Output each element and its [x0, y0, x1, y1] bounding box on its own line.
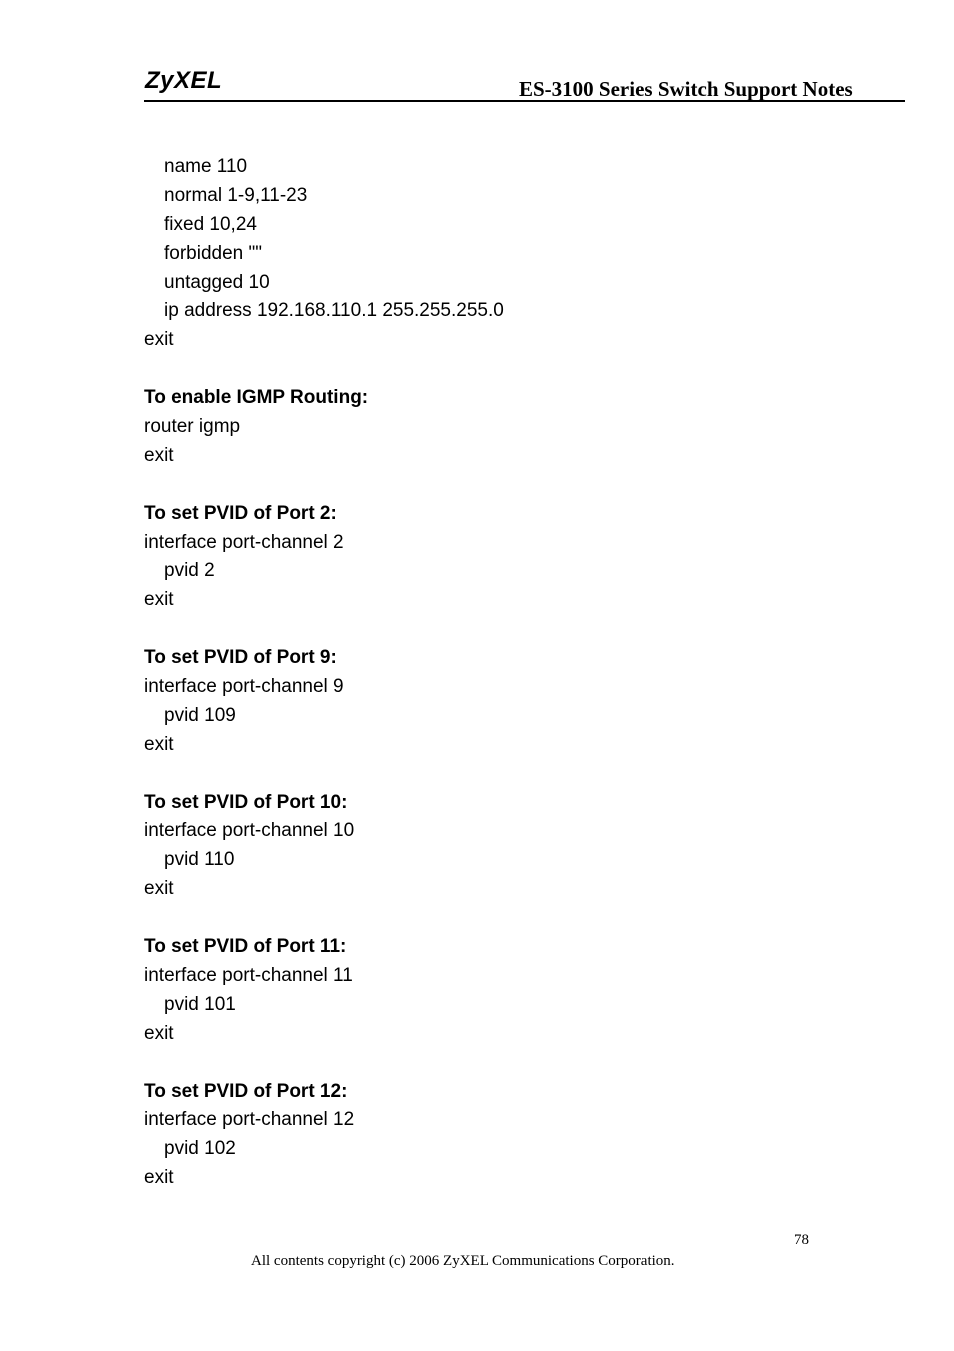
section-pvid-port-11: [144, 933, 844, 1049]
exit-line: exit: [144, 1167, 174, 1189]
code-line: interface port-channel 9: [144, 676, 344, 698]
section-pvid-port-9: [144, 644, 844, 760]
exit-line: exit: [144, 733, 174, 755]
code-line: ip address 192.168.110.1 255.255.255.0: [164, 300, 504, 322]
code-line: pvid 109: [164, 704, 236, 726]
exit-line: exit: [144, 878, 174, 900]
code-line: pvid 110: [164, 849, 235, 871]
section-pvid-port-2: [144, 500, 844, 616]
exit-line: exit: [144, 589, 174, 611]
zyxel-logo: ZyXEL: [145, 67, 223, 94]
section-pvid-port-10: [144, 789, 844, 905]
section-igmp-routing: [144, 384, 844, 471]
code-line: interface port-channel 10: [144, 820, 355, 842]
page-number: 78: [794, 1232, 809, 1248]
exit-line: exit: [144, 1022, 174, 1044]
code-line: router igmp: [144, 416, 241, 438]
vlan-config-block: [144, 153, 844, 355]
section-heading: To set PVID of Port 9:: [144, 647, 337, 669]
exit-line: exit: [144, 329, 174, 351]
code-line: fixed 10,24: [164, 213, 257, 235]
code-line: forbidden "": [164, 242, 262, 264]
exit-line: exit: [144, 444, 174, 466]
section-heading: To set PVID of Port 2:: [144, 502, 337, 524]
section-pvid-port-12: [144, 1078, 844, 1194]
header-rule: [144, 100, 905, 102]
section-heading: To enable IGMP Routing:: [144, 387, 369, 409]
code-line: interface port-channel 2: [144, 531, 344, 553]
code-line: pvid 102: [164, 1138, 236, 1160]
document-title: ES-3100 Series Switch Support Notes: [519, 77, 853, 101]
code-line: untagged 10: [164, 271, 270, 293]
code-line: pvid 2: [164, 560, 215, 582]
page-content: [144, 153, 844, 1193]
section-heading: To set PVID of Port 10:: [144, 791, 348, 813]
section-heading: To set PVID of Port 11:: [144, 936, 347, 958]
code-line: normal 1-9,11-23: [164, 184, 308, 206]
section-heading: To set PVID of Port 12:: [144, 1080, 348, 1102]
copyright-notice: All contents copyright (c) 2006 ZyXEL Communications Corporation.: [251, 1253, 675, 1269]
code-line: interface port-channel 11: [144, 964, 353, 986]
code-line: pvid 101: [164, 993, 236, 1015]
code-line: interface port-channel 12: [144, 1109, 355, 1131]
code-line: name 110: [164, 156, 248, 177]
